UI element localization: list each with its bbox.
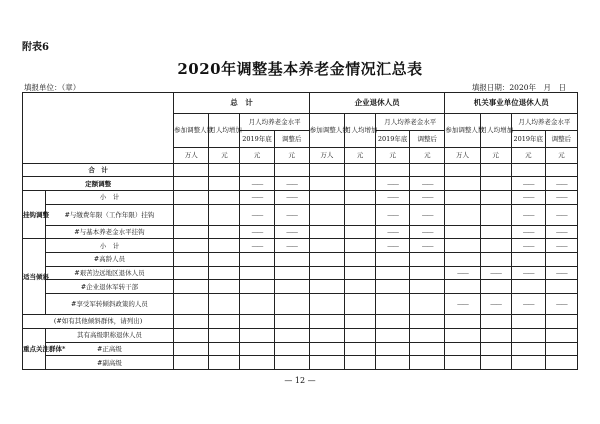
- data-cell[interactable]: [511, 163, 545, 177]
- dash-cell: ——: [445, 294, 480, 315]
- data-cell[interactable]: [480, 328, 511, 342]
- row-label-linked-contrib: #与缴费年限（工作年限）挂钩: [45, 204, 173, 225]
- data-cell[interactable]: [545, 253, 577, 267]
- data-cell[interactable]: [445, 204, 480, 225]
- data-cell[interactable]: [511, 342, 545, 356]
- data-cell[interactable]: [209, 266, 240, 280]
- data-cell[interactable]: [174, 253, 209, 267]
- data-cell[interactable]: [274, 328, 309, 342]
- data-cell[interactable]: [240, 163, 274, 177]
- data-cell[interactable]: [376, 342, 410, 356]
- data-cell[interactable]: [309, 280, 344, 294]
- col-2019: 2019年底: [511, 130, 545, 147]
- data-cell[interactable]: [376, 163, 410, 177]
- reporting-unit-label: 填报单位：（章）: [24, 83, 81, 92]
- data-cell[interactable]: [274, 163, 309, 177]
- data-cell[interactable]: [445, 163, 480, 177]
- table-row: [23, 266, 578, 280]
- row-label-total: 合 计: [23, 163, 174, 177]
- data-cell[interactable]: [309, 163, 344, 177]
- data-cell[interactable]: [174, 280, 209, 294]
- data-cell[interactable]: [410, 356, 445, 370]
- page-title: 2020年调整基本养老金情况汇总表: [177, 60, 423, 78]
- data-cell[interactable]: [410, 280, 445, 294]
- row-group-focus: 重点关注群体*: [23, 328, 46, 369]
- row-label-subtotal: 小 计: [45, 190, 173, 204]
- table-row: [23, 328, 578, 342]
- data-cell[interactable]: [480, 253, 511, 267]
- data-cell[interactable]: [480, 342, 511, 356]
- data-cell[interactable]: [209, 239, 240, 253]
- page-number: — 12 —: [284, 376, 316, 385]
- row-group-linked: 挂钩调整: [23, 190, 46, 238]
- dash-cell: ——: [445, 266, 480, 280]
- data-cell[interactable]: [174, 315, 209, 329]
- dash-cell: ——: [511, 190, 545, 204]
- data-cell[interactable]: [274, 342, 309, 356]
- col-avg-increase: 月人均增加: [344, 114, 375, 148]
- data-cell[interactable]: [545, 280, 577, 294]
- data-cell[interactable]: [274, 266, 309, 280]
- data-cell[interactable]: [240, 294, 274, 315]
- data-cell[interactable]: [174, 225, 209, 239]
- unit-yuan: 元: [209, 147, 240, 163]
- annex-label: 附表6: [22, 42, 49, 53]
- data-cell[interactable]: [376, 328, 410, 342]
- dash-cell: ——: [410, 177, 445, 191]
- data-cell[interactable]: [410, 294, 445, 315]
- col-avg-level: 月人均养老金水平: [511, 114, 577, 131]
- col-2019: 2019年底: [240, 130, 274, 147]
- data-cell[interactable]: [209, 163, 240, 177]
- col-after: 调整后: [545, 130, 577, 147]
- dash-cell: ——: [511, 239, 545, 253]
- row-label-focus-full: #正高级: [45, 342, 173, 356]
- data-cell[interactable]: [410, 315, 445, 329]
- data-cell[interactable]: [209, 356, 240, 370]
- data-cell[interactable]: [209, 280, 240, 294]
- data-cell[interactable]: [309, 190, 344, 204]
- data-cell[interactable]: [480, 280, 511, 294]
- data-cell[interactable]: [480, 190, 511, 204]
- unit-person: 万人: [309, 147, 344, 163]
- data-cell[interactable]: [174, 356, 209, 370]
- data-cell[interactable]: [309, 239, 344, 253]
- data-cell[interactable]: [344, 342, 375, 356]
- data-cell[interactable]: [344, 177, 375, 191]
- header-corner: [23, 93, 174, 164]
- row-label-tilt-veterans: #享受军转倾斜政策的人员: [45, 294, 173, 315]
- dash-cell: ——: [410, 225, 445, 239]
- dash-cell: ——: [545, 225, 577, 239]
- reporting-date-label: 填报日期：2020年 月 日: [471, 83, 566, 92]
- dash-cell: ——: [274, 225, 309, 239]
- dash-cell: ——: [511, 266, 545, 280]
- dash-cell: ——: [274, 204, 309, 225]
- data-cell[interactable]: [209, 190, 240, 204]
- dash-cell: ——: [545, 294, 577, 315]
- col-participants: 参加调整人数: [445, 114, 480, 148]
- data-cell[interactable]: [240, 328, 274, 342]
- data-cell[interactable]: [209, 177, 240, 191]
- data-cell[interactable]: [274, 253, 309, 267]
- row-label-tilt-elderly: #高龄人员: [45, 253, 173, 267]
- data-cell[interactable]: [480, 356, 511, 370]
- data-cell[interactable]: [445, 315, 480, 329]
- row-group-tilt: 适当倾斜: [23, 239, 46, 315]
- data-cell[interactable]: [309, 253, 344, 267]
- row-label-tilt-military: #企业退休军转干部: [45, 280, 173, 294]
- data-cell[interactable]: [209, 342, 240, 356]
- data-cell[interactable]: [209, 328, 240, 342]
- dash-cell: ——: [545, 177, 577, 191]
- data-cell[interactable]: [445, 253, 480, 267]
- data-cell[interactable]: [174, 239, 209, 253]
- data-cell[interactable]: [445, 356, 480, 370]
- data-cell[interactable]: [511, 315, 545, 329]
- dash-cell: ——: [410, 239, 445, 253]
- col-2019: 2019年底: [376, 130, 410, 147]
- unit-yuan: 元: [410, 147, 445, 163]
- data-cell[interactable]: [344, 315, 375, 329]
- data-cell[interactable]: [545, 328, 577, 342]
- data-cell[interactable]: [309, 266, 344, 280]
- data-cell[interactable]: [209, 225, 240, 239]
- table-row: [23, 356, 578, 370]
- data-cell[interactable]: [410, 328, 445, 342]
- group-header-enterprise: 企业退休人员: [309, 93, 445, 114]
- dash-cell: ——: [545, 204, 577, 225]
- dash-cell: ——: [274, 177, 309, 191]
- data-cell[interactable]: [174, 328, 209, 342]
- data-cell[interactable]: [480, 204, 511, 225]
- dash-cell: ——: [274, 190, 309, 204]
- data-cell[interactable]: [309, 342, 344, 356]
- data-cell[interactable]: [274, 315, 309, 329]
- data-cell[interactable]: [174, 342, 209, 356]
- table-row: [23, 177, 578, 191]
- data-cell[interactable]: [274, 356, 309, 370]
- unit-yuan: 元: [376, 147, 410, 163]
- dash-cell: ——: [376, 204, 410, 225]
- data-cell[interactable]: [240, 253, 274, 267]
- row-label-focus-vice: #副高级: [45, 356, 173, 370]
- data-cell[interactable]: [480, 315, 511, 329]
- group-header-total: 总 计: [174, 93, 310, 114]
- dash-cell: ——: [511, 177, 545, 191]
- data-cell[interactable]: [344, 356, 375, 370]
- data-cell[interactable]: [445, 280, 480, 294]
- dash-cell: ——: [410, 204, 445, 225]
- data-cell[interactable]: [445, 190, 480, 204]
- data-cell[interactable]: [376, 266, 410, 280]
- data-cell[interactable]: [174, 266, 209, 280]
- table-row: [23, 190, 578, 204]
- col-avg-increase: 月人均增加: [209, 114, 240, 148]
- data-cell[interactable]: [209, 253, 240, 267]
- data-cell[interactable]: [274, 294, 309, 315]
- table-row: [23, 239, 578, 253]
- table-row: [23, 204, 578, 225]
- dash-cell: ——: [376, 239, 410, 253]
- dash-cell: ——: [240, 239, 274, 253]
- data-cell[interactable]: [376, 253, 410, 267]
- dash-cell: ——: [511, 204, 545, 225]
- dash-cell: ——: [240, 204, 274, 225]
- data-cell[interactable]: [410, 253, 445, 267]
- data-cell[interactable]: [480, 163, 511, 177]
- dash-cell: ——: [545, 266, 577, 280]
- data-cell[interactable]: [309, 294, 344, 315]
- unit-person: 万人: [174, 147, 209, 163]
- table-row: [23, 294, 578, 315]
- row-label-tilt-remote: #艰苦边远地区退休人员: [45, 266, 173, 280]
- data-cell[interactable]: [376, 294, 410, 315]
- unit-yuan: 元: [511, 147, 545, 163]
- dash-cell: ——: [545, 190, 577, 204]
- unit-yuan: 元: [240, 147, 274, 163]
- data-cell[interactable]: [376, 280, 410, 294]
- row-label-focus-senior: 其有高级职称退休人员: [45, 328, 173, 342]
- row-label-tilt-other: (#如有其他倾斜群体，请列出): [23, 315, 174, 329]
- col-after: 调整后: [274, 130, 309, 147]
- data-cell[interactable]: [445, 342, 480, 356]
- data-cell[interactable]: [174, 294, 209, 315]
- col-after: 调整后: [410, 130, 445, 147]
- data-cell[interactable]: [174, 163, 209, 177]
- row-label-subtotal: 小 计: [45, 239, 173, 253]
- data-cell[interactable]: [445, 225, 480, 239]
- data-cell[interactable]: [309, 356, 344, 370]
- data-cell[interactable]: [209, 204, 240, 225]
- data-cell[interactable]: [309, 328, 344, 342]
- data-cell[interactable]: [309, 315, 344, 329]
- data-cell[interactable]: [545, 342, 577, 356]
- data-cell[interactable]: [309, 225, 344, 239]
- data-cell[interactable]: [545, 315, 577, 329]
- data-cell[interactable]: [410, 342, 445, 356]
- unit-yuan: 元: [344, 147, 375, 163]
- pension-summary-table: [22, 92, 578, 370]
- data-cell[interactable]: [511, 328, 545, 342]
- data-cell[interactable]: [480, 225, 511, 239]
- data-cell[interactable]: [545, 163, 577, 177]
- data-cell[interactable]: [344, 294, 375, 315]
- dash-cell: ——: [240, 225, 274, 239]
- dash-cell: ——: [274, 239, 309, 253]
- data-cell[interactable]: [376, 315, 410, 329]
- dash-cell: ——: [511, 294, 545, 315]
- data-cell[interactable]: [344, 163, 375, 177]
- row-label-fixed: 定额调整: [23, 177, 174, 191]
- data-cell[interactable]: [511, 253, 545, 267]
- table-row: [23, 163, 578, 177]
- data-cell[interactable]: [309, 204, 344, 225]
- data-cell[interactable]: [174, 190, 209, 204]
- data-cell[interactable]: [240, 315, 274, 329]
- unit-yuan: 元: [480, 147, 511, 163]
- dash-cell: ——: [376, 190, 410, 204]
- table-row: [23, 342, 578, 356]
- data-cell[interactable]: [344, 280, 375, 294]
- dash-cell: ——: [376, 177, 410, 191]
- table-row: [23, 253, 578, 267]
- data-cell[interactable]: [344, 190, 375, 204]
- group-header-institution: 机关事业单位退休人员: [445, 93, 578, 114]
- table-row: [23, 280, 578, 294]
- data-cell[interactable]: [511, 356, 545, 370]
- data-cell[interactable]: [174, 204, 209, 225]
- data-cell[interactable]: [445, 239, 480, 253]
- data-cell[interactable]: [445, 177, 480, 191]
- data-cell[interactable]: [309, 177, 344, 191]
- unit-yuan: 元: [274, 147, 309, 163]
- row-label-linked-pension: #与基本养老金水平挂钩: [45, 225, 173, 239]
- data-cell[interactable]: [410, 163, 445, 177]
- dash-cell: ——: [410, 190, 445, 204]
- col-avg-increase: 月人均增加: [480, 114, 511, 148]
- data-cell[interactable]: [344, 239, 375, 253]
- dash-cell: ——: [240, 177, 274, 191]
- unit-person: 万人: [445, 147, 480, 163]
- data-cell[interactable]: [511, 280, 545, 294]
- data-cell[interactable]: [344, 225, 375, 239]
- data-cell[interactable]: [344, 328, 375, 342]
- data-cell[interactable]: [240, 266, 274, 280]
- data-cell[interactable]: [480, 177, 511, 191]
- table-row: [23, 225, 578, 239]
- data-cell[interactable]: [344, 204, 375, 225]
- table-row: [23, 315, 578, 329]
- data-cell[interactable]: [410, 266, 445, 280]
- data-cell[interactable]: [240, 280, 274, 294]
- dash-cell: ——: [545, 239, 577, 253]
- dash-cell: ——: [376, 225, 410, 239]
- data-cell[interactable]: [209, 315, 240, 329]
- dash-cell: ——: [240, 190, 274, 204]
- col-participants: 参加调整人数: [174, 114, 209, 148]
- data-cell[interactable]: [480, 239, 511, 253]
- data-cell[interactable]: [274, 280, 309, 294]
- dash-cell: ——: [480, 266, 511, 280]
- data-cell[interactable]: [209, 294, 240, 315]
- data-cell[interactable]: [174, 177, 209, 191]
- data-cell[interactable]: [240, 342, 274, 356]
- col-participants: 参加调整人数: [309, 114, 344, 148]
- dash-cell: ——: [511, 225, 545, 239]
- data-cell[interactable]: [240, 356, 274, 370]
- unit-yuan: 元: [545, 147, 577, 163]
- dash-cell: ——: [480, 294, 511, 315]
- col-avg-level: 月人均养老金水平: [240, 114, 309, 131]
- data-cell[interactable]: [376, 356, 410, 370]
- data-cell[interactable]: [545, 356, 577, 370]
- data-cell[interactable]: [344, 266, 375, 280]
- data-cell[interactable]: [445, 328, 480, 342]
- data-cell[interactable]: [344, 253, 375, 267]
- col-avg-level: 月人均养老金水平: [376, 114, 445, 131]
